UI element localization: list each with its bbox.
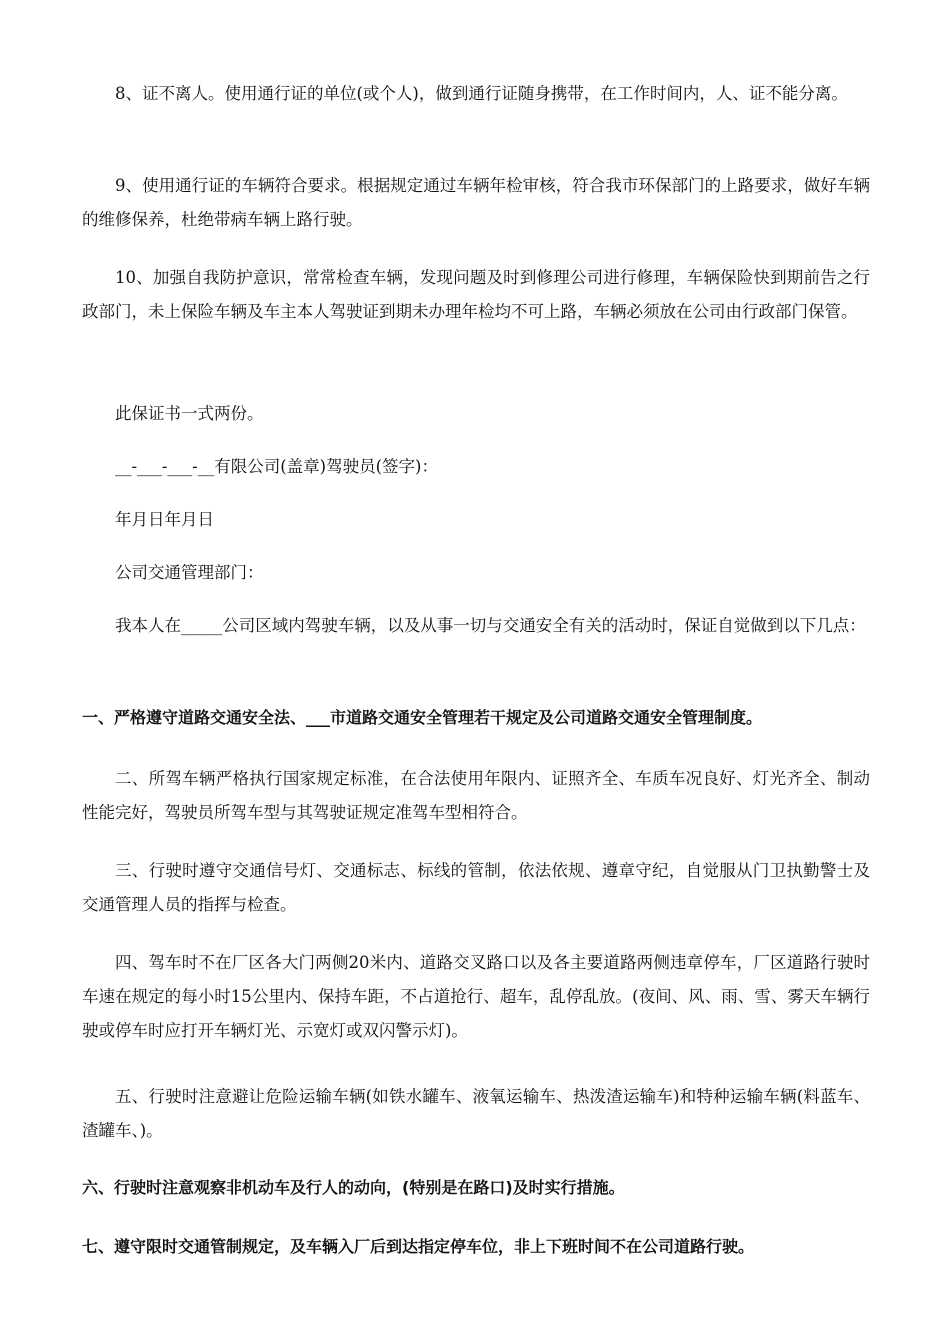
paragraph-item-3: 三、行驶时遵守交通信号灯、交通标志、标线的管制，依法依规、遵章守纪，自觉服从门卫执勤警士及交通管理人员的指挥与检查。	[82, 861, 870, 914]
paragraph-copies: 此保证书一式两份。	[115, 404, 264, 423]
intro-paragraph: 我本人在_____公司区域内驾驶车辆，以及从事一切与交通安全有关的活动时，保证自觉做到以下几点：	[115, 616, 866, 635]
paragraph-item-5: 五、行驶时注意避让危险运输车辆(如铁水罐车、液氧运输车、热泼渣运输车)和特种运输车辆(料蓝车、渣罐车、)。	[82, 1087, 870, 1140]
paragraph-item-4: 四、驾车时不在厂区各大门两侧20米内、道路交叉路口以及各主要道路两侧违章停车，厂区道路行驶时车速在规定的每小时15公里内、保持车距，不占道抢行、超车，乱停乱放。(夜间、风、雨、雪、雾天车辆行驶或停车时应打开车辆灯光、示宽灯或双闪警示灯)。	[82, 953, 870, 1040]
recipient-line: 公司交通管理部门：	[115, 563, 264, 582]
paragraph-item-10: 10、加强自我防护意识，常常检查车辆，发现问题及时到修理公司进行修理，车辆保险快到期前告之行政部门，未上保险车辆及车主本人驾驶证到期未办理年检均不可上路，车辆必须放在公司由行政部门保管。	[82, 268, 870, 321]
paragraph-item-2: 二、所驾车辆严格执行国家规定标准，在合法使用年限内、证照齐全、车质车况良好、灯光齐全、制动性能完好，驾驶员所驾车型与其驾驶证规定准驾车型相符合。	[82, 769, 870, 822]
paragraph-item-9: 9、使用通行证的车辆符合要求。根据规定通过车辆年检审核，符合我市环保部门的上路要求，做好车辆的维修保养，杜绝带病车辆上路行驶。	[82, 176, 870, 229]
heading-item-1: 一、严格遵守道路交通安全法、___市道路交通安全管理若干规定及公司道路交通安全管理制度。	[82, 708, 763, 727]
signature-line: __-___-___-__有限公司(盖章)驾驶员(签字)：	[115, 457, 438, 476]
heading-item-6: 六、行驶时注意观察非机动车及行人的动向，(特别是在路口)及时实行措施。	[82, 1178, 625, 1197]
heading-item-7: 七、遵守限时交通管制规定，及车辆入厂后到达指定停车位，非上下班时间不在公司道路行驶。	[82, 1237, 755, 1256]
paragraph-item-8: 8、证不离人。使用通行证的单位(或个人)，做到通行证随身携带，在工作时间内，人、证不能分离。	[115, 84, 848, 103]
date-line: 年月日年月日	[115, 510, 214, 529]
